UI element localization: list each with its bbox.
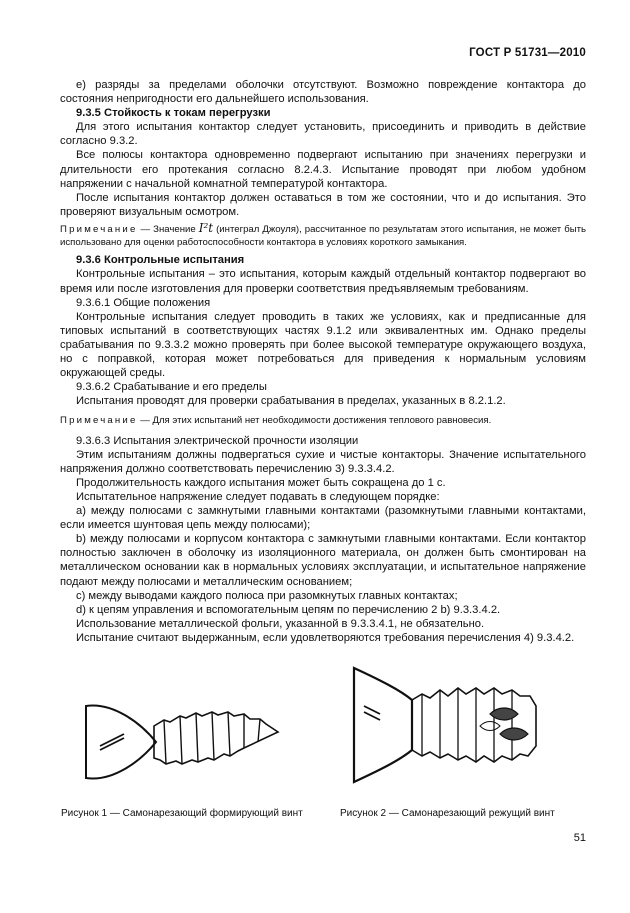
- paragraph: d) к цепям управления и вспомогательным цепям по перечислению 2 b) 9.3.3.4.2.: [76, 603, 501, 616]
- paragraph: с) между выводами каждого полюса при разомкнутых главных контактах;: [76, 589, 458, 602]
- paragraph: Для этого испытания контактор следует установить, присоединить и приводить в действие согласно 9.3.2.: [60, 121, 586, 148]
- paragraph: 9.3.6.3 Испытания электрической прочности изоляции: [76, 434, 359, 447]
- paragraph: Использование металлической фольги, указанной в 9.3.3.4.1, не обязательно.: [76, 617, 485, 630]
- paragraph: Испытание считают выдержанным, если удовлетворяются требования перечисления 4) 9.3.4.2.: [76, 631, 575, 644]
- section-heading: 9.3.5 Стойкость к токам перегрузки: [76, 107, 271, 120]
- paragraph: После испытания контактор должен оставаться в том же состоянии, что и до испытания. Это проверяют визуальным осмотром.: [60, 191, 586, 218]
- formula-i2t: I²t: [198, 220, 214, 235]
- note-thermal: [60, 414, 586, 427]
- note-text: — Для этих испытаний нет необходимости достижения теплового равновесия.: [137, 415, 492, 427]
- paragraph-block: [60, 78, 586, 219]
- figure-forming-screw: [66, 688, 296, 788]
- paragraph: 9.3.6.1 Общие положения: [76, 296, 211, 309]
- document-code: ГОСТ Р 51731—2010: [469, 47, 586, 59]
- section-heading: 9.3.6 Контрольные испытания: [76, 254, 245, 267]
- figure-cutting-screw: [340, 660, 550, 790]
- paragraph: Продолжительность каждого испытания может быть сокращена до 1 с.: [76, 476, 446, 489]
- paragraph-block: [60, 253, 586, 408]
- paragraph: b) между полюсами и корпусом контактора с замкнутыми главными контактами. Если контактор полностью заключен в оболочку из изоляционного материала, он должен быть смонтирован на металлическом основании как в нормальных условиях эксплуатации, и испытательное напряжение подают между полюсами и металлическим основанием;: [60, 533, 586, 588]
- note-joule-integral: [60, 222, 586, 249]
- paragraph: Испытательное напряжение следует подавать в следующем порядке:: [76, 490, 440, 503]
- note-label: Примечание: [60, 223, 138, 235]
- document-body: [60, 78, 586, 645]
- paragraph: Контрольные испытания – это испытания, которым каждый отдельный контактор подвергают во время или после изготовления для проверки соответствия предъявляемым требованиям.: [60, 268, 586, 295]
- note-dash: — Значение: [137, 223, 199, 235]
- paragraph-block: [60, 434, 586, 645]
- note-text: (интеграл Джоуля), рассчитанное по результатам этого испытания, не может быть использовано для оценки работоспособности контактора в условиях короткого замыкания.: [60, 223, 586, 249]
- paragraph: Испытания проводят для проверки срабатывания в пределах, указанных в 8.2.1.2.: [76, 395, 506, 408]
- figure-1-caption: Рисунок 1 — Самонарезающий формирующий винт: [61, 808, 303, 819]
- note-label: Примечание: [60, 415, 138, 427]
- paragraph: Все полюсы контактора одновременно подвергают испытанию при значениях перегрузки и длительности его протекания согласно 8.2.4.3. Испытание проводят при любом удобном напряжении с начальной комнатной температурой контактора.: [60, 149, 586, 190]
- paragraph: е) разряды за пределами оболочки отсутствуют. Возможно повреждение контактора до состояния непригодности его дальнейшего использования.: [60, 79, 586, 106]
- paragraph: а) между полюсами с замкнутыми главными контактами (разомкнутыми главными контактами, если имеется шунтовая цепь между полюсами);: [60, 505, 586, 532]
- paragraph: 9.3.6.2 Срабатывание и его пределы: [76, 381, 267, 394]
- paragraph: Контрольные испытания следует проводить в таких же условиях, как и предписанные для типовых испытаний в соответствующих частях 9.1.2 или эквивалентных им. Однако пределы срабатывания по 9.3.3.2 можно проверять при более высокой температуре окружающего воздуха, но с поправкой, которая может потребоваться для приведения к нормальным условиям окружающей среды.: [60, 310, 586, 380]
- paragraph: Этим испытаниям должны подвергаться сухие и чистые контакторы. Значение испытательного напряжения должно соответствовать перечислению 3) 9.3.3.4.2.: [60, 448, 586, 475]
- figure-2-caption: Рисунок 2 — Самонарезающий режущий винт: [340, 808, 555, 819]
- page-number: 51: [573, 832, 586, 844]
